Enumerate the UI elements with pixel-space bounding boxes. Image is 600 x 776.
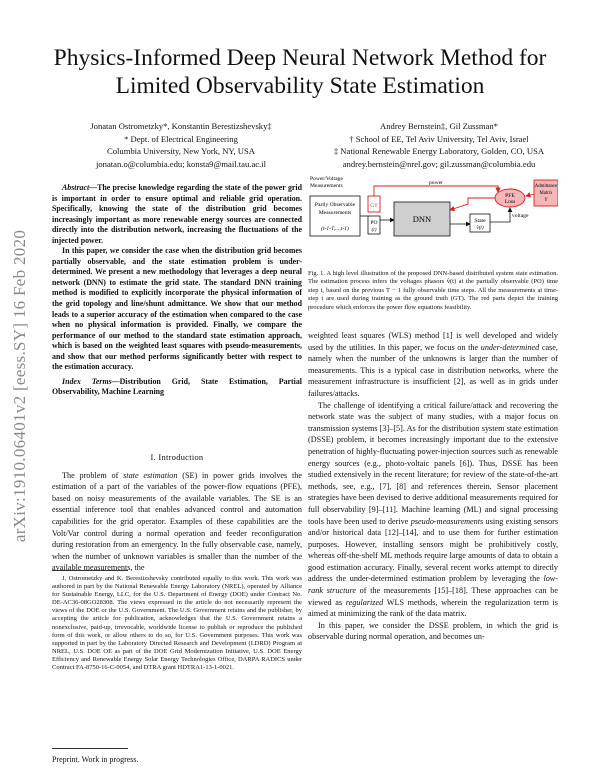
arxiv-stamp [6,196,34,576]
abstract [52,183,302,398]
abstract-label: Abstract— [62,183,98,192]
right-p2-c: of the measurements [15]–[18]. These approaches can be viewed as [308,586,558,607]
author-names-left: Jonatan Ostrometzky*, Konstantin Berestizshevsky‡ [90,121,272,131]
emails-left: jonatan.o@columbia.edu; konsta9@mail.tau.ac.il [96,158,266,169]
figure-1 [308,172,558,264]
authors-right [310,120,568,170]
right-p1-em: under-determined [480,342,540,352]
adm-label-1: Admittance [534,184,558,189]
pfe-label-2: Loss [504,199,516,205]
section-heading-introduction: I. Introduction [150,453,204,462]
paper-title [40,44,560,100]
figure-diagram [308,172,558,264]
right-paragraph-2 [308,400,558,620]
voltage-arrow [490,208,510,222]
author-names-right: Andrey Bernstein‡, Gil Zussman* [380,121,498,131]
footnote [52,575,302,672]
abstract-p1: The precise knowledge regarding the state of the power grid is important in order to ensure optimal and reliable grid operation. Specifically, knowing the state of the distribution grid becomes increasingly important as more renewable energy sources are connected directly into the distribution network, increasing the fluctuations of the injected power. [52,183,302,245]
feedback-arrow [450,198,495,210]
figure-caption [308,270,558,312]
obs-label-2: Measurements [318,210,352,216]
arxiv-stamp-text: arXiv:1910.06401v2 [eess.SY] 16 Feb 2020 [10,229,29,543]
intro-em: state estimation [123,470,178,480]
authors-left [52,120,310,170]
index-terms-label: Index Terms— [62,376,120,386]
affiliation-left-2: Columbia University, New York, NY, USA [106,146,255,157]
state-label: State [474,218,486,224]
power-label: power [429,180,443,186]
title-line-2: Limited Observability State Estimation [115,73,485,99]
po-time: (t) [371,227,377,233]
right-p2-em-1: pseudo-measurements [410,516,484,526]
abstract-p2: In this paper, we consider the case when the distribution grid becomes partially observable, and the state estimation problem is under-determined. We present a new methodology that leverages a deep neural network (DNN) to estimate the grid state. The standard DNN training method is modified to explicitly incorporate the physical information of the grid topology and line/shunt admittance. We show that our method leads to a superior accuracy of the estimation when compared to the case when no physical information is provided. Finally, we compare the performance of our method to the standard state estimation approach, which is based on the weighted least squares with pseudo-measurements, and show that our method performs significantly better with respect to the estimation accuracy. [52,246,302,372]
right-paragraph-3: In this paper, we consider the DSSE problem, in which the grid is observable during normal operation, and becomes un- [308,620,558,642]
footnote-text: J. Ostrometzky and K. Berestizshevsky contributed equally to this work. This work was authored in part by the National Renewable Energy Laboratory (NREL), operated by Alliance for Sustainable Energy, LLC, for the U.S. Department of Energy (DOE) under Contract No. DE-AC36-08GO28308. The views expressed in the article do not necessarily represent the views of the DOE or the U.S. Government. The U.S. Government retains and the publisher, by accepting the article for publication, acknowledges that the U.S. Government retains a nonexclusive, paid-up, irrevocable, worldwide license to publish or reproduce the published form of this work, or allow others to do so, for U.S. Government purposes. This work was supported in part by the Laboratory Directed Research and Development (LDRD) Program at NREL, U.S. DOE OE as part of the DOE Grid Modernization Initiative, U.S. DOE Energy Efficiency and Renewable Energy Solar Energy Technologies Office, DARPA RADICS under Contract FA-8750-16-C-0054, and DTRA grant HDTRA1-13-1-0021. [52,575,302,672]
voltage-label: voltage [512,213,529,219]
right-p1-b: case, namely when the number of the unknowns is larger than the number of measurements. This is a typical case in distribution networks, where the measurement infrastructure is insufficient [2], as well as in grids under failures/attacks. [308,342,558,398]
adm-label-3: Y [544,198,548,203]
obs-label-1: Partly Observable [314,202,356,208]
affiliation-left-1: * Dept. of Electrical Engineering [124,133,238,144]
right-p2-em-3: regularized [345,597,384,607]
preprint-rule [52,748,128,749]
affiliation-right-2: ‡ National Renewable Energy Laboratory, Golden, CO, USA [333,146,545,157]
preprint-note: Preprint. Work in progress. [52,755,139,764]
gt-label: GT [370,203,378,209]
affiliation-right-1: † School of EE, Tel Aviv University, Tel Aviv, Israel [349,133,529,144]
introduction-right [308,330,558,643]
pfe-label-1: PFE [505,193,515,199]
obs-label-3: (t-1-T,...,t-1) [321,226,349,232]
index-terms-text: Distribution Grid, State Estimation, Partial Observability, Machine Learning [52,376,302,397]
right-paragraph-1 [308,330,558,400]
right-p2-b: using existing sensors and/or historical data [12]–[14], and to use them for further estimation purposes. However, installing sensors might be prohibitively costly, whereas off-the-shelf ML methods require large amounts of data to obtain a good estimation accuracy. Finally, several recent works attempt to directly address the under-determined estimation problem by leveraging the [308,516,559,584]
right-p1-a: weighted least squares (WLS) method [1] is well developed and widely used by the utilities. In this paper, we focus on the [308,331,558,352]
right-p2-a: The challenge of identifying a critical failure/attack and recovering the network state was the subject of many studies, with a major focus on transmission systems [3]–[5]. As for the distribution system state estimation (DSSE) problem, it becomes increasingly important due to the extensive penetration of highly-fluctuating power-injection sources such as renewable energy sources (e.g., photo-voltaic panels [6]). Thus, DSSE has been studied extensively in the recent literature; for review of the state-of-the-art methods, see, e.g., [7], [8] and references therein. Sensor placement strategies have been devised to derive additional measurements required for full observability [9]–[11]. Machine learning (ML) and signal processing tools have been used to derive [308,400,558,526]
figure-caption-text: Fig. 1. A high level illustration of the proposed DNN-based distributed system state estimation. The estimation process infers the voltages phasors v̂(t) at the partially observable (PO) time step t, based on the previous T − 1 fully observable time steps. All the measurements at time-step t are used during training as the ground truth (GT). The red parts depict the training procedure which enforces the power flow equations feasibility. [308,270,558,311]
title-line-1: Physics-Informed Deep Neural Network Method for [53,45,547,71]
introduction-left [52,452,302,574]
state-symbol: v̂(t) [476,225,484,231]
intro-before: The problem of [62,470,124,480]
right-p2-d: WLS methods, wherein the regularization term is aimed at minimizing the rank of the data matrix. [308,597,558,619]
dnn-label: DNN [412,214,432,224]
footnote-rule [52,570,128,571]
intro-after: (SE) in power grids involves the estimation of a part of the variables of the power-flow equations (PFE), based on noisy measurements of the available variables. The SE is an essential inference tool that enables advanced control and automation capabilities for the grid operator. Examples of these capabilities are the Volt/Var control during a normal operation and feeder reconfiguration during restoration from an emergency. In the fully observable case, namely, when the number of unknown variables is smaller than the number of the available measurements, the [52,470,302,573]
meas-label-1: Power/Voltage [310,176,343,182]
emails-right: andrey.bernstein@nrel.gov; gil.zussman@columbia.edu [342,158,536,169]
admittance-arrow [526,194,534,196]
right-p2-em-2: low-rank structure [308,574,558,596]
meas-label-2: Measurements [310,183,343,189]
power-arrow [374,186,498,196]
po-label: PO [370,220,378,226]
adm-label-2: Matrix [539,191,553,196]
